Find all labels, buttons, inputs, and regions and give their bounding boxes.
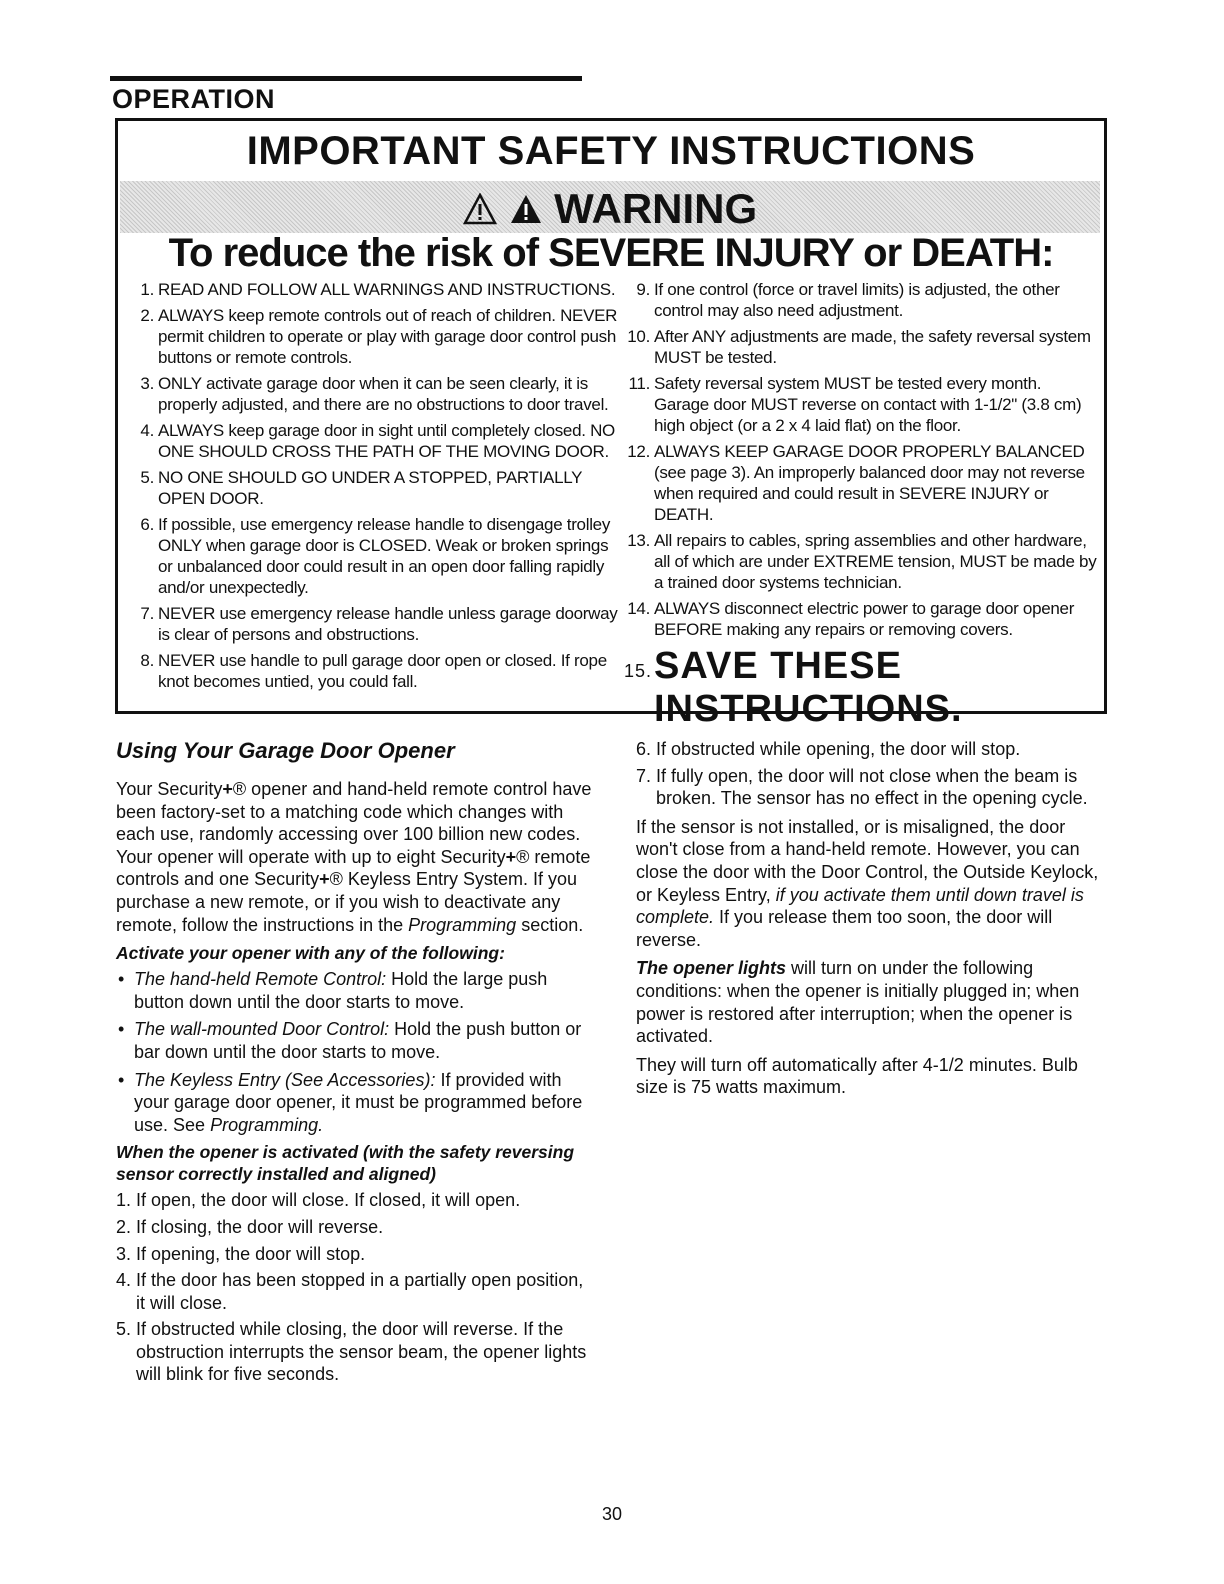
warning-item-number: 1.: [140, 280, 154, 299]
section-heading: OPERATION: [112, 84, 276, 114]
when-activated-heading: When the opener is activated (with the safety reversing sensor correctly installed and aligned): [116, 1142, 575, 1185]
safety-title: IMPORTANT SAFETY INSTRUCTIONS: [246, 129, 976, 173]
warning-item-number: 9.: [636, 280, 650, 299]
section-rule: [110, 76, 582, 81]
when-item-number: 1.: [116, 1190, 132, 1211]
lights-text: will turn on under the following conditions: when the opener is initially plugged in; when power is restored after interruption; when the opener is activated.: [636, 958, 1080, 1047]
warning-item-text: ONLY activate garage door when it can be seen clearly, it is properly adjusted, and there are no obstructions to door travel.: [158, 374, 609, 414]
warning-item-text: ALWAYS KEEP GARAGE DOOR PROPERLY BALANCED (see page 3). An improperly balanced door may not reverse when required and could result in SEVERE INJURY or DEATH.: [654, 442, 1085, 524]
warning-item-number: 4.: [140, 421, 154, 440]
security-plus-mark: +: [319, 869, 330, 890]
lights-label: The opener lights: [636, 958, 787, 979]
when-list-continued: [636, 738, 1106, 810]
sensor-paragraph: [636, 816, 1106, 952]
intro-paragraph: [116, 778, 596, 936]
sensor-text: If the sensor is not installed, or is misaligned, the door won't close from a hand-held remote. However, you can close the door with the Door Control, the Outside Keylock, or Keyless Entry,: [636, 816, 1099, 905]
activate-list: [116, 968, 596, 1136]
when-item-text: If closing, the door will reverse.: [136, 1216, 384, 1237]
when-item-text: If the door has been stopped in a partially open position, it will close.: [136, 1270, 584, 1313]
when-item: [116, 1318, 596, 1386]
warning-item-number: 11.: [628, 374, 650, 393]
warning-item-text: After ANY adjustments are made, the safety reversal system MUST be tested.: [654, 327, 1091, 367]
intro-text: ® opener and hand-held remote control have been factory-set to a matching code which changes with each use, randomly accessing over 100 billion new codes. Your opener will operate with up to eight Security: [116, 779, 592, 867]
warning-item-number: 6.: [140, 515, 154, 534]
lights-off-paragraph: They will turn off automatically after 4-1/2 minutes. Bulb size is 75 watts maximum.: [636, 1054, 1078, 1098]
intro-text: Your Security: [116, 779, 223, 799]
when-item-number: 6.: [636, 739, 652, 759]
warning-item: [620, 441, 1100, 525]
warning-list-left: [124, 279, 624, 697]
bullet-icon: •: [118, 1019, 125, 1040]
activate-item-text: Hold the push button or bar down until the door starts to move.: [134, 1019, 582, 1062]
save-instructions-text: SAVE THESE INSTRUCTIONS.: [654, 645, 963, 730]
warning-band: [120, 181, 1100, 233]
when-list: [116, 1189, 596, 1386]
security-plus-mark: +: [505, 846, 517, 867]
intro-text: ® remote controls and one Security: [116, 846, 591, 890]
when-item: [116, 1243, 596, 1266]
sensor-text: If you release them too soon, the door will reverse.: [636, 907, 1053, 950]
programming-reference: Programming: [408, 914, 517, 935]
save-number: 15.: [624, 661, 653, 681]
warning-item: [620, 279, 1100, 321]
activate-item-text: Hold the large push button down until the door starts to move.: [134, 969, 548, 1012]
when-item-text: If fully open, the door will not close when the beam is broken. The sensor has no effect in the opening cycle.: [656, 765, 1088, 809]
warning-item-text: NEVER use emergency release handle unless garage doorway is clear of persons and obstructions.: [158, 604, 618, 644]
warning-item-text: NO ONE SHOULD GO UNDER A STOPPED, PARTIALLY OPEN DOOR.: [158, 468, 582, 508]
warning-item-number: 12.: [627, 442, 650, 461]
warning-list-right: [620, 279, 1100, 731]
save-instructions-line: [620, 645, 1100, 731]
warning-item-number: 13.: [627, 531, 650, 550]
warning-item: [620, 598, 1100, 640]
when-item-number: 2.: [116, 1216, 132, 1237]
warning-item-text: If possible, use emergency release handle to disengage trolley ONLY when garage door is CLOSED. Weak or broken springs or unbalanced door could result in an open door falling rapidly and/or unexpectedly.: [158, 515, 611, 597]
activate-item-label: The hand-held Remote Control:: [134, 969, 387, 990]
warning-item-text: All repairs to cables, spring assemblies and other hardware, all of which are under EXTREME tension, MUST be made by a trained door systems technician.: [654, 531, 1097, 592]
using-heading: Using Your Garage Door Opener: [116, 738, 455, 763]
when-item-number: 4.: [116, 1270, 132, 1291]
warning-item-text: If one control (force or travel limits) is adjusted, the other control may also need adjustment.: [654, 280, 1060, 320]
when-item: [636, 738, 1106, 761]
activate-heading: Activate your opener with any of the following:: [116, 943, 505, 964]
activate-item: [116, 968, 596, 1013]
warning-solid-triangle-icon: [509, 193, 543, 225]
activate-item-label: The wall-mounted Door Control:: [134, 1019, 390, 1040]
warning-label-row: [120, 185, 1100, 233]
sensor-emphasis: if you activate them until down travel is complete.: [636, 884, 1084, 928]
when-item: [116, 1269, 596, 1314]
warning-item-text: NEVER use handle to pull garage door open or closed. If rope knot becomes untied, you could fall.: [158, 651, 607, 691]
activate-item-text: If provided with your garage door opener, it must be programmed before use. See: [134, 1069, 583, 1135]
page-number: 30: [601, 1504, 623, 1524]
bullet-icon: •: [118, 1069, 125, 1090]
when-item-text: If obstructed while closing, the door will reverse. If the obstruction interrupts the sensor beam, the opener lights will blink for five seconds.: [136, 1319, 587, 1385]
activate-item: [116, 1069, 596, 1137]
warning-item: [124, 650, 624, 692]
warning-item: [620, 530, 1100, 593]
warning-label: WARNING: [554, 185, 758, 232]
warning-item: [124, 467, 624, 509]
warning-item: [620, 373, 1100, 436]
warning-item: [124, 514, 624, 598]
warning-item-number: 8.: [140, 651, 154, 670]
warning-item: [124, 373, 624, 415]
when-item: [636, 765, 1106, 810]
warning-outline-triangle-icon: [463, 193, 497, 225]
when-item: [116, 1216, 596, 1239]
right-column: [636, 738, 1106, 1105]
warning-item-number: 7.: [140, 604, 154, 623]
activate-item: [116, 1018, 596, 1063]
warning-item: [124, 279, 624, 300]
lights-paragraph: [636, 957, 1106, 1047]
warning-item-text: READ AND FOLLOW ALL WARNINGS AND INSTRUCTIONS.: [158, 280, 616, 299]
warning-item: [124, 603, 624, 645]
warning-item-text: ALWAYS keep garage door in sight until completely closed. NO ONE SHOULD CROSS THE PATH OF THE MOVING DOOR.: [158, 421, 615, 461]
warning-item-number: 2.: [140, 306, 154, 325]
bullet-icon: •: [118, 969, 125, 990]
intro-text: section.: [516, 914, 584, 935]
intro-text: ® Keyless Entry System. If you purchase a new remote, or if you wish to deactivate any remote, follow the instructions in the: [116, 869, 577, 935]
warning-item-text: ALWAYS keep remote controls out of reach of children. NEVER permit children to operate or play with garage door control push buttons or remote controls.: [158, 306, 618, 367]
warning-item-number: 3.: [140, 374, 154, 393]
activate-item-label: The Keyless Entry (See Accessories):: [134, 1069, 436, 1090]
risk-statement: To reduce the risk of SEVERE INJURY or DEATH:: [168, 231, 1054, 275]
security-plus-mark: +: [222, 779, 233, 799]
warning-item-text: Safety reversal system MUST be tested every month. Garage door MUST reverse on contact with 1-1/2" (3.8 cm) high object (or a 2 x 4 laid flat) on the floor.: [654, 374, 1082, 435]
left-column: [116, 738, 596, 1390]
warning-item: [124, 420, 624, 462]
when-item-text: If opening, the door will stop.: [136, 1243, 366, 1264]
when-item: [116, 1189, 596, 1212]
when-item-number: 3.: [116, 1243, 132, 1264]
activate-item-reference: Programming.: [210, 1114, 324, 1135]
safety-instructions-box: [115, 118, 1107, 730]
when-item-text: If obstructed while opening, the door will stop.: [656, 739, 1021, 759]
warning-item-number: 5.: [140, 468, 154, 487]
warning-item-text: ALWAYS disconnect electric power to garage door opener BEFORE making any repairs or removing covers.: [654, 599, 1075, 639]
when-item-number: 5.: [116, 1319, 132, 1340]
warning-item: [620, 326, 1100, 368]
warning-item-number: 10.: [627, 327, 650, 346]
warning-item: [124, 305, 624, 368]
when-item-text: If open, the door will close. If closed, it will open.: [136, 1190, 521, 1211]
when-item-number: 7.: [636, 765, 652, 786]
warning-item-number: 14.: [627, 599, 650, 618]
